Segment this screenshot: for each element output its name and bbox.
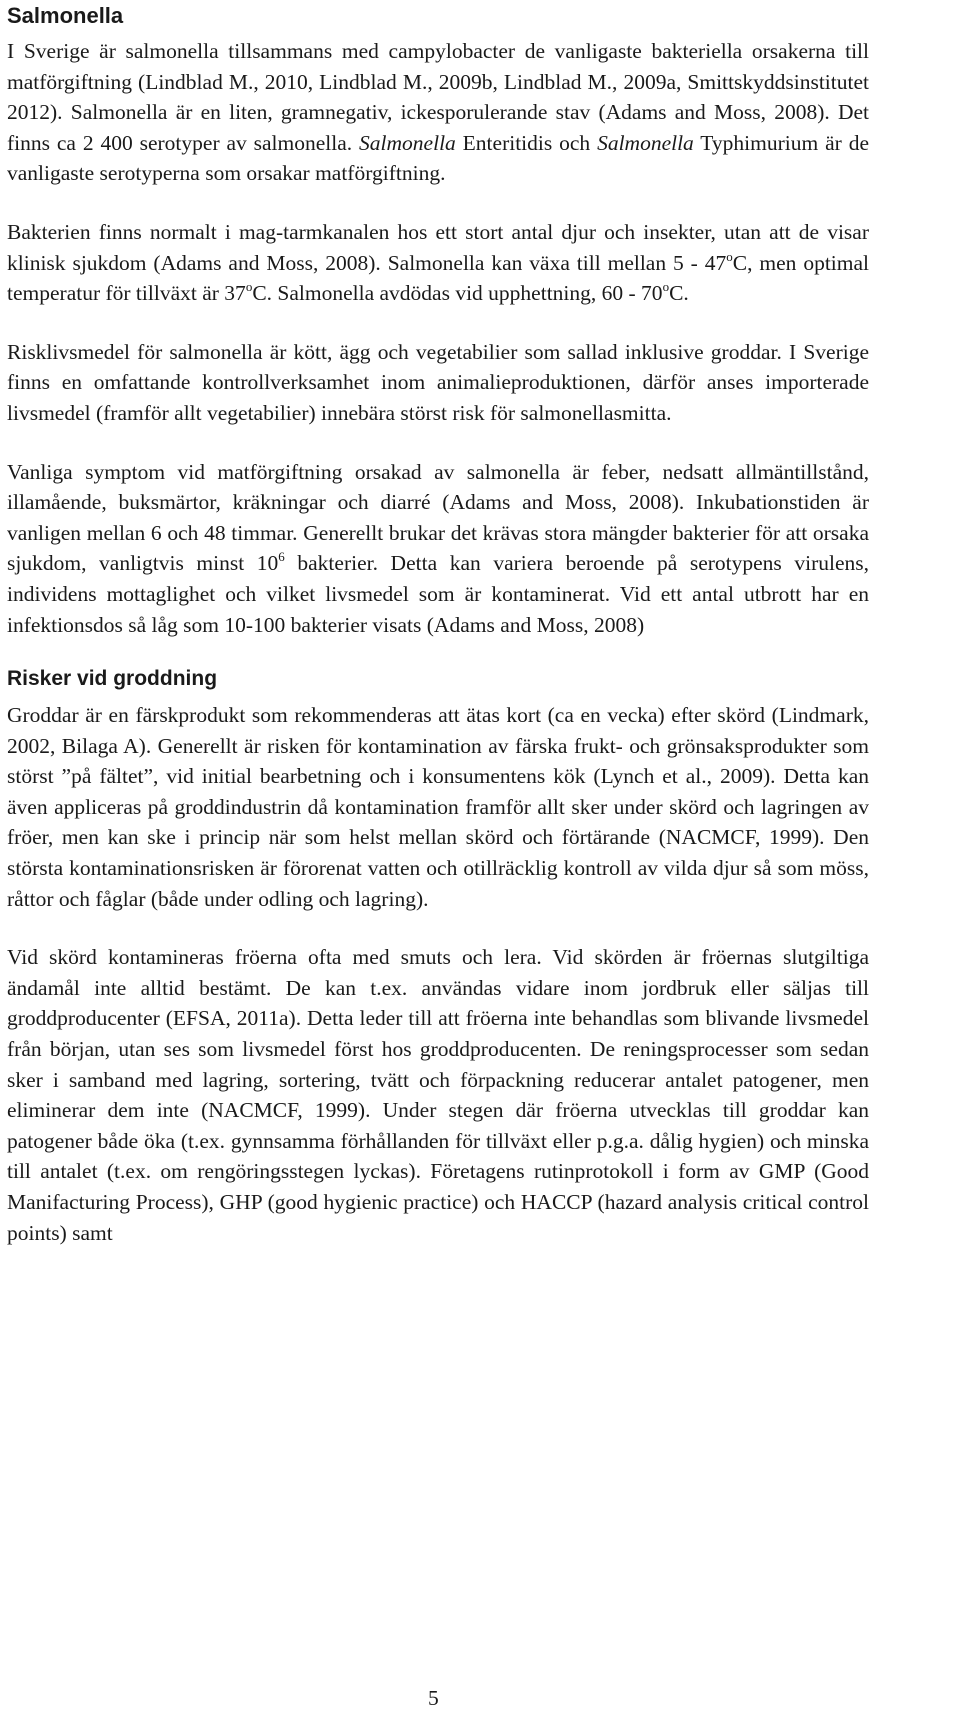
text-run: Bakterien finns normalt i mag-tarmkanalen hos ett stort antal djur och insekter, utan att de visar klinisk sjukdom (Adams and Moss, 2008). Salmonella kan växa till mellan 5 - 47 <box>7 219 869 275</box>
superscript-text: o <box>662 279 670 295</box>
text-run: C, men optimal temperatur för tillväxt är 37 <box>7 250 870 306</box>
paragraph-risk-foods <box>7 337 869 429</box>
paragraph-sprout-risks <box>7 700 869 914</box>
text-run: Typhimurium är de vanligaste serotyperna som orsakar matförgiftning. <box>7 130 869 186</box>
text-run: Groddar är en färskprodukt som rekommenderas att ätas kort (ca en vecka) efter skörd (Lindmark, 2002, Bilaga A). Generellt är risken för kontamination av färska frukt- och grönsaksprodukter som störst ”på fältet”, vid initial bearbetning och i konsumentens kök (Lynch et al., 2009). Detta kan även appliceras på groddindustrin då kontamination framför allt sker under skörd och lagringen av fröer, men kan ske i princip när som helst mellan skörd och förtärande (NACMCF, 1999). Den största kontaminationsrisken är förorenat vatten och otillräcklig kontroll av vilda djur så som möss, råttor och fåglar (både under odling och lagring). <box>7 703 869 911</box>
heading-risker-vid-groddning: Risker vid groddning <box>7 667 218 691</box>
italic-text: Salmonella <box>597 130 694 155</box>
text-run: C. Salmonella avdödas vid upphettning, 60 - 70 <box>252 281 663 306</box>
document-page <box>7 0 869 1248</box>
text-run: Vanliga symptom vid matförgiftning orsakad av salmonella är feber, nedsatt allmäntillstånd, illamående, buksmärtor, kräkningar och diarré (Adams and Moss, 2008). Inkubationstiden är vanligen mellan 6 och 48 timmar. Generellt brukar det krävas stora mängder bakterier för att orsaka sjukdom, vanligtvis minst 10 <box>7 459 869 576</box>
superscript-text: o <box>726 248 733 264</box>
superscript-text: 6 <box>278 549 285 565</box>
text-run: bakterier. Detta kan variera beroende på serotypens virulens, individens mottaglighet och vilket livsmedel som är kontaminerat. Vid ett antal utbrott har en infektionsdos så låg som 10-100 bakterier visats (Adams and Moss, 2008) <box>7 551 870 637</box>
text-run: Vid skörd kontamineras fröerna ofta med smuts och lera. Vid skörden är fröernas slutgiltiga ändamål inte alltid bestämt. De kan t.ex. användas vidare inom jordbruk eller säljas till groddproducenter (EFSA, 2011a). Detta leder till att fröerna inte behandlas som blivande livsmedel från början, utan ses som livsmedel först hos groddproducenten. De reningsprocesser som sedan sker i samband med lagring, sortering, tvätt och förpackning reducerar antalet patogener, men eliminerar dem inte (NACMCF, 1999). Under stegen där fröerna utvecklas till groddar kan patogener både öka (t.ex. gynnsamma förhållanden för tillväxt eller p.g.a. dålig hygien) och minska till antalet (t.ex. om rengöringsstegen lyckas). Företagens rutinprotokoll i form av GMP (Good Manifacturing Process), GHP (good hygienic practice) och HACCP (hazard analysis critical control points) samt <box>7 945 869 1245</box>
paragraph-symptoms <box>7 457 869 641</box>
paragraph-harvest <box>7 942 869 1248</box>
text-run: Risklivsmedel för salmonella är kött, ägg och vegetabilier som sallad inklusive groddar. I Sverige finns en omfattande kontrollverksamhet inom animalieproduktionen, därför anses importerade livsmedel (framför allt vegetabilier) innebära störst risk för salmonellasmitta. <box>7 339 869 425</box>
italic-text: Salmonella <box>359 130 456 155</box>
text-run: Enteritidis och <box>455 130 598 155</box>
superscript-text: o <box>245 279 253 295</box>
paragraph-intro <box>7 36 869 189</box>
text-run: C. <box>669 281 689 306</box>
text-run: I Sverige är salmonella tillsammans med campylobacter de vanligaste bakteriella orsakerna till matförgiftning (Lindblad M., 2010, Lindblad M., 2009b, Lindblad M., 2009a, Smittskyddsinstitutet 2012). Salmonella är en liten, gramnegativ, ickesporulerande stav (Adams and Moss, 2008). Det finns ca 2 400 serotyper av salmonella. <box>7 39 869 155</box>
page-number: 5 <box>428 1686 439 1710</box>
paragraph-habitat <box>7 217 869 309</box>
heading-salmonella: Salmonella <box>7 3 124 28</box>
